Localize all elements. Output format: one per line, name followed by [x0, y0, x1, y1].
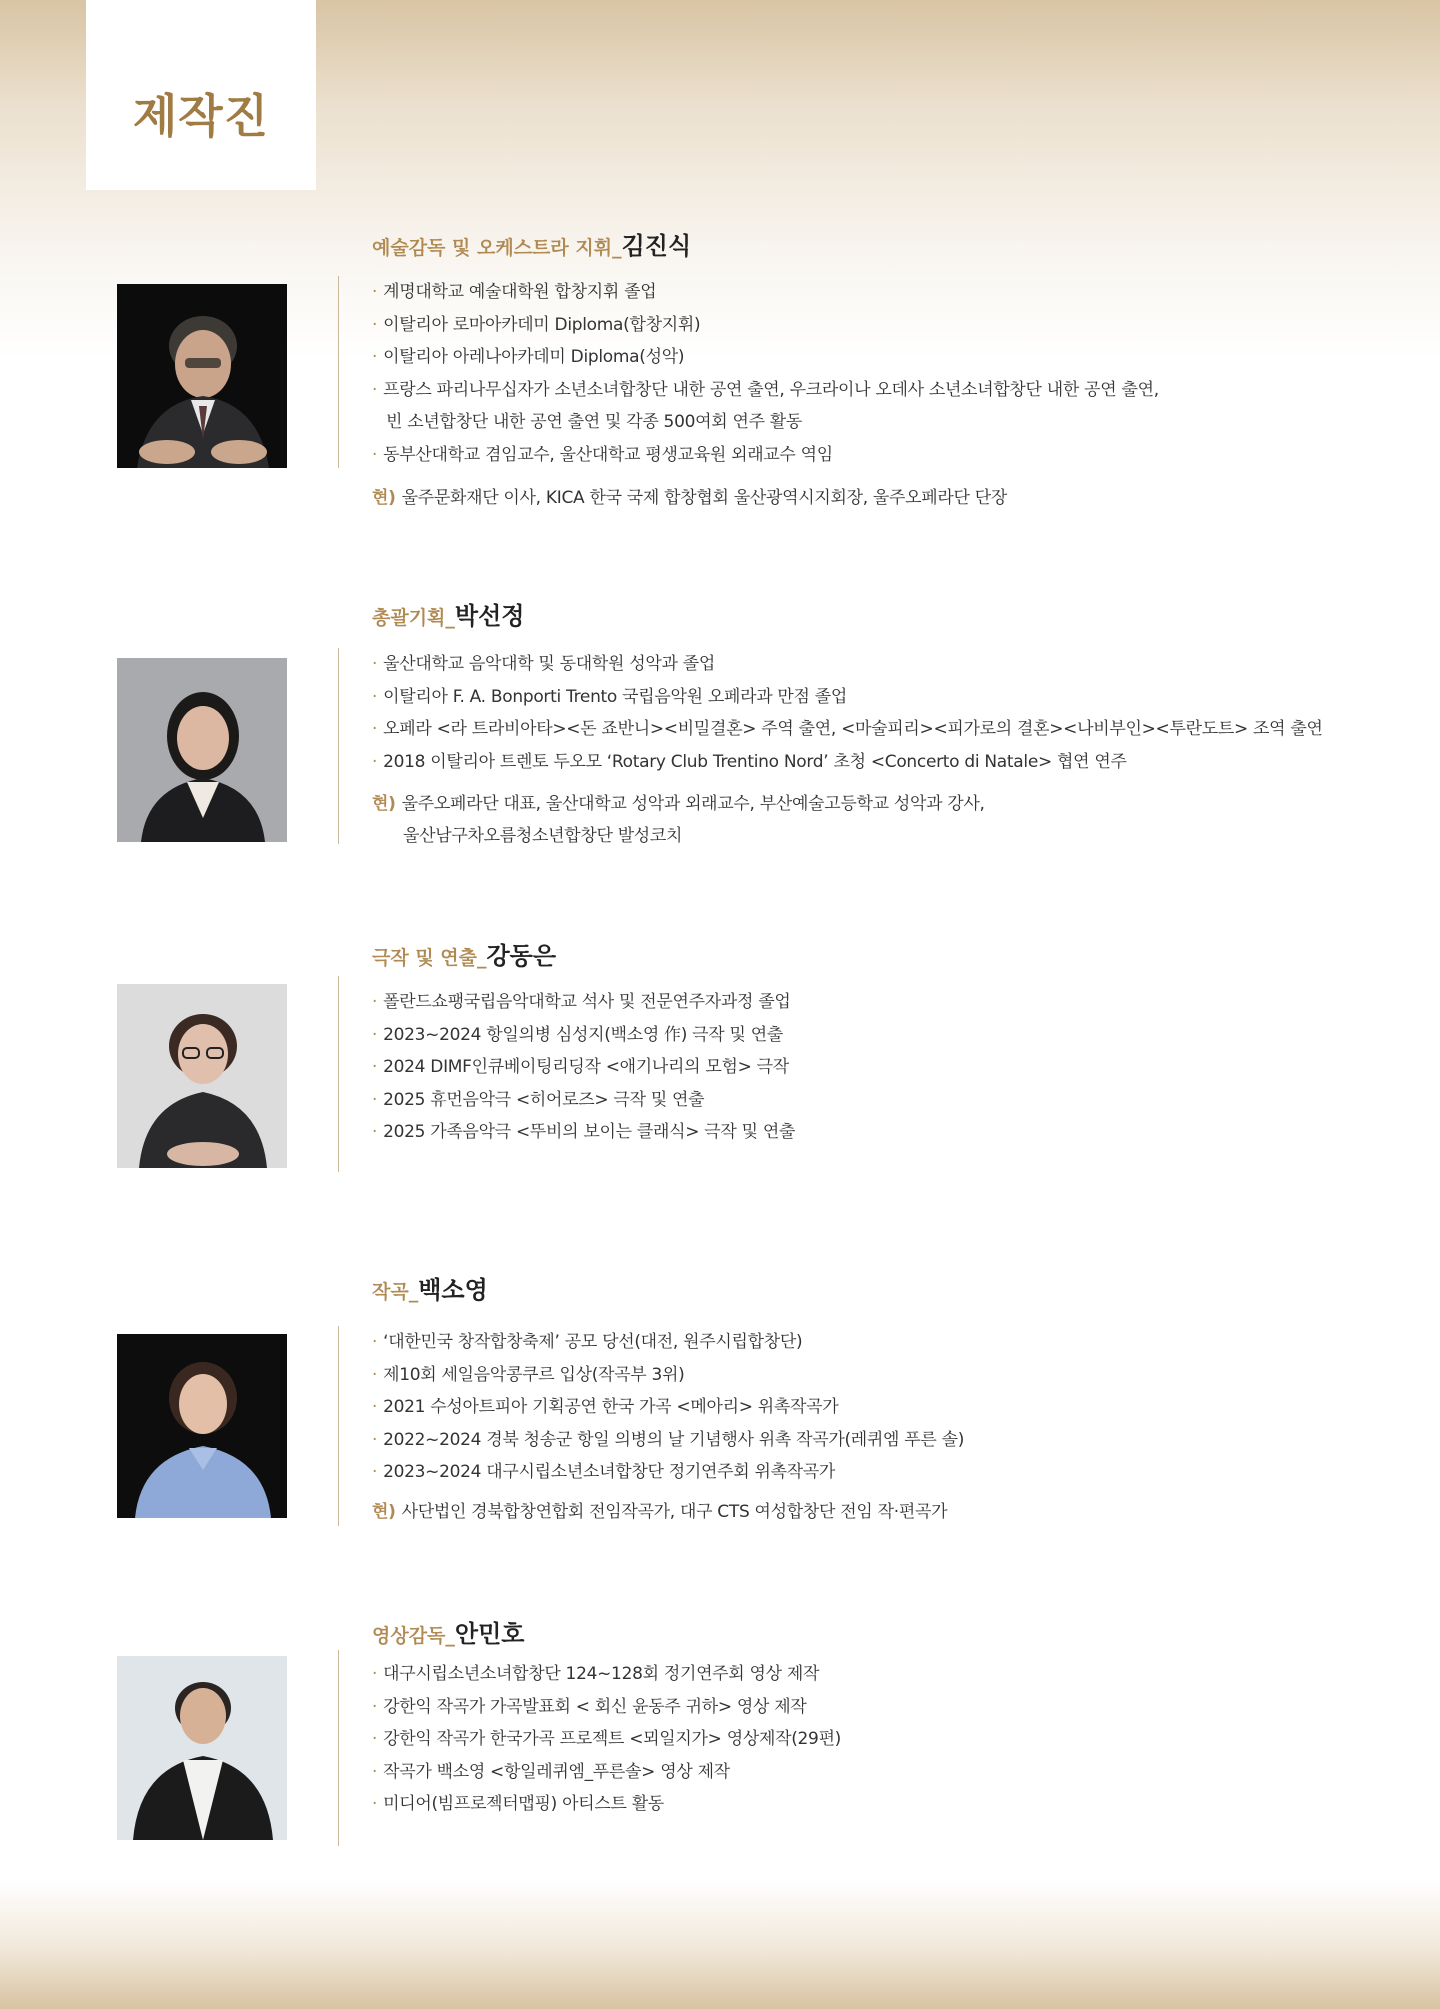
member-role: 영상감독_ — [372, 1625, 455, 1647]
member-name: 강동은 — [486, 942, 557, 970]
bullet-icon: · — [372, 1397, 378, 1417]
list-item: · 작곡가 백소영 <항일레퀴엠_푸른솔> 영상 제작 — [372, 1761, 730, 1782]
bullet-icon: · — [372, 1664, 378, 1684]
page-title: 제작진 — [132, 89, 270, 143]
member-photo — [117, 984, 287, 1168]
bullet-icon: · — [372, 1057, 378, 1077]
member-role: 작곡_ — [372, 1281, 419, 1303]
list-item: · 프랑스 파리나무십자가 소년소녀합창단 내한 공연 출연, 우크라이나 오데사 소년소녀합창단 내한 공연 출연, — [372, 379, 1159, 400]
list-item-continuation: 빈 소년합창단 내한 공연 출연 및 각종 500여회 연주 활동 — [386, 412, 803, 432]
portrait-image — [117, 284, 287, 468]
page-title-box — [86, 0, 316, 190]
member-name: 박선정 — [454, 602, 525, 630]
bullet-icon: · — [372, 314, 378, 335]
portrait-image — [117, 984, 287, 1168]
member-photo — [117, 1334, 287, 1518]
divider-line — [338, 1326, 339, 1526]
bullet-icon: · — [372, 282, 378, 302]
list-item: · 폴란드쇼팽국립음악대학교 석사 및 전문연주자과정 졸업 — [372, 992, 791, 1012]
portrait-image — [117, 658, 287, 842]
bullet-icon: · — [372, 379, 378, 400]
member-heading — [372, 226, 691, 261]
member-career-list — [372, 986, 795, 1149]
bullet-icon: · — [372, 347, 378, 367]
member-heading — [372, 1270, 488, 1305]
bullet-icon: · — [372, 719, 378, 739]
bullet-icon: · — [372, 1794, 378, 1814]
portrait-image — [117, 1656, 287, 1840]
list-item: · ‘대한민국 창작합창축제’ 공모 당선(대전, 원주시립합창단) — [372, 1332, 803, 1352]
member-heading — [372, 596, 524, 631]
list-item: · 이탈리아 F. A. Bonporti Trento 국립음악원 오페라과 만점 졸업 — [372, 686, 848, 707]
current-label: 현) — [372, 1502, 396, 1522]
list-item: · 대구시립소년소녀합창단 124~128회 정기연주회 영상 제작 — [372, 1664, 820, 1684]
list-item: · 2018 이탈리아 트렌토 두오모 ‘Rotary Club Trentino Nord’ 초청 <Concerto di Natale> 협연 연주 — [372, 751, 1127, 772]
list-item: · 2024 DIMF인큐베이팅리딩작 <애기나리의 모험> 극작 — [372, 1057, 789, 1077]
bullet-icon: · — [372, 1364, 378, 1385]
bullet-icon: · — [372, 1729, 378, 1749]
list-item: · 강한익 작곡가 한국가곡 프로젝트 <뫼일지가> 영상제작(29편) — [372, 1729, 842, 1749]
bullet-icon: · — [372, 654, 378, 674]
member-name: 김진식 — [621, 232, 692, 260]
portrait-image — [117, 1334, 287, 1518]
list-item: · 2023~2024 대구시립소년소녀합창단 정기연주회 위촉작곡가 — [372, 1462, 836, 1482]
bullet-icon: · — [372, 1462, 378, 1482]
bullet-icon: · — [372, 751, 378, 772]
list-item: · 2021 수성아트피아 기획공연 한국 가곡 <메아리> 위촉작곡가 — [372, 1397, 839, 1417]
member-heading — [372, 936, 556, 971]
bullet-icon: · — [372, 1332, 378, 1352]
list-item: · 미디어(빔프로젝터맵핑) 아티스트 활동 — [372, 1794, 664, 1814]
member-career-list — [372, 1658, 841, 1821]
list-item: · 동부산대학교 겸임교수, 울산대학교 평생교육원 외래교수 역임 — [372, 444, 833, 465]
list-item: · 2025 휴먼음악극 <히어로즈> 극작 및 연출 — [372, 1089, 705, 1110]
list-item: · 이탈리아 로마아카데미 Diploma(합창지휘) — [372, 314, 701, 335]
member-role: 총괄기획_ — [372, 607, 455, 629]
current-label: 현) — [372, 794, 396, 814]
bullet-icon: · — [372, 1429, 378, 1450]
member-current-position: 현) 울주오페라단 대표, 울산대학교 성악과 외래교수, 부산예술고등학교 성악과 강사, 울산남구차오름청소년합창단 발성코치 — [372, 794, 985, 846]
divider-line — [338, 976, 339, 1172]
member-role: 예술감독 및 오케스트라 지휘_ — [372, 237, 622, 259]
divider-line — [338, 648, 339, 844]
bullet-icon: · — [372, 1089, 378, 1110]
list-item: · 울산대학교 음악대학 및 동대학원 성악과 졸업 — [372, 654, 715, 674]
bullet-icon: · — [372, 1761, 378, 1782]
current-label: 현) — [372, 488, 396, 508]
bullet-icon: · — [372, 1696, 378, 1717]
list-item: · 강한익 작곡가 가곡발표회 < 회신 윤동주 귀하> 영상 제작 — [372, 1696, 807, 1717]
bullet-icon: · — [372, 686, 378, 707]
member-career-list — [372, 1326, 964, 1489]
member-current-position: 현) 사단법인 경북합창연합회 전임작곡가, 대구 CTS 여성합창단 전임 작·편곡가 — [372, 1502, 948, 1522]
bullet-icon: · — [372, 992, 378, 1012]
bullet-icon: · — [372, 1024, 378, 1045]
member-name: 백소영 — [418, 1276, 488, 1304]
list-item: · 2022~2024 경북 청송군 항일 의병의 날 기념행사 위촉 작곡가(레퀴엠 푸른 솔) — [372, 1429, 965, 1450]
member-photo — [117, 1656, 287, 1840]
member-heading — [372, 1614, 524, 1649]
member-career-list — [372, 276, 1159, 471]
list-item: · 2025 가족음악극 <뚜비의 보이는 클래식> 극작 및 연출 — [372, 1122, 796, 1142]
bullet-icon: · — [372, 444, 378, 465]
list-item: · 2023~2024 항일의병 심성지(백소영 作) 극작 및 연출 — [372, 1024, 783, 1045]
member-photo — [117, 658, 287, 842]
list-item: · 이탈리아 아레나아카데미 Diploma(성악) — [372, 347, 685, 367]
member-current-position: 현) 울주문화재단 이사, KICA 한국 국제 합창협회 울산광역시지회장, 울주오페라단 단장 — [372, 488, 1007, 508]
divider-line — [338, 276, 339, 468]
list-item: · 제10회 세일음악콩쿠르 입상(작곡부 3위) — [372, 1364, 685, 1385]
member-role: 극작 및 연출_ — [372, 947, 487, 969]
member-career-list — [372, 648, 1323, 778]
list-item: · 오페라 <라 트라비아타><돈 죠반니><비밀결혼> 주역 출연, <마술피리><피가로의 결혼><나비부인><투란도트> 조역 출연 — [372, 719, 1323, 739]
member-name: 안민호 — [454, 1620, 525, 1648]
list-item: · 계명대학교 예술대학원 합창지휘 졸업 — [372, 282, 657, 302]
bullet-icon: · — [372, 1122, 378, 1142]
divider-line — [338, 1650, 339, 1846]
member-photo — [117, 284, 287, 468]
